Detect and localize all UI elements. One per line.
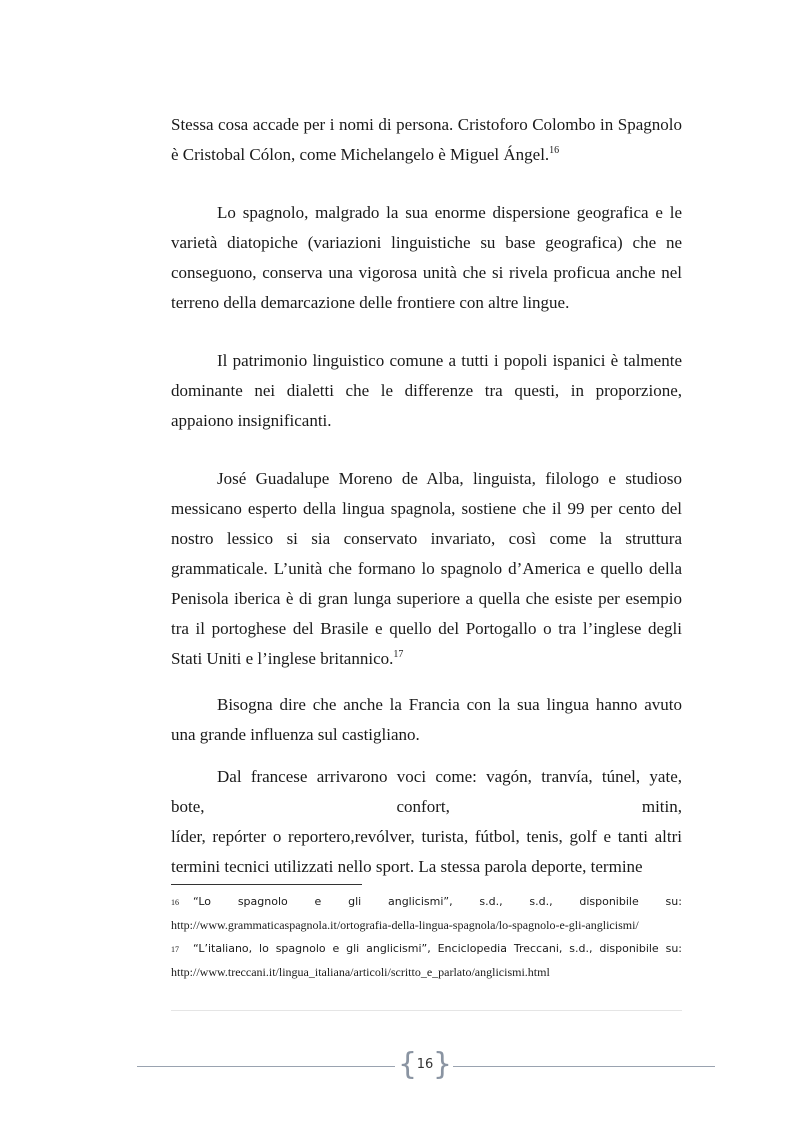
fn-word: gli [348,895,362,908]
footnote-16-url[interactable]: http://www.grammaticaspagnola.it/ortografia-della-lingua-spagnola/lo-spagnolo-e-gli-anglicismi/ [171,918,639,932]
paragraph-text: José Guadalupe Moreno de Alba, linguista, filologo e studioso messicano esperto della lingua spagnola, sostiene che il 99 per cento del nostro lessico si sia conservato invariato, così come la struttura grammaticale. L’unità che formano lo spagnolo d’America e quello della Penisola iberica è di gran lunga superiore a quella che esiste per esempio tra il portoghese del Brasile e quello del Portogallo o tra l’inglese degli Stati Uniti e l’inglese britannico. [171,469,682,668]
paragraph-names [171,110,682,170]
footer-rule-left [137,1066,395,1067]
left-brace-icon: { [398,1047,418,1082]
footnote-17-text: “L’italiano, lo spagnolo e gli anglicismi”, Enciclopedia Treccani, s.d., disponibile su: [193,942,682,955]
word-bote: bote, [171,797,205,816]
word-confort: confort, [396,797,450,816]
fn-word: disponibile [579,895,639,908]
footnote-ref-16[interactable]: 16 [549,145,560,156]
fn-word: s.d., [479,895,503,908]
page-number: 16 [416,1057,434,1072]
footnote-17 [171,937,682,961]
footnote-number: 16 [171,898,179,907]
word-mitin: mitin, [641,797,682,816]
footnote-16-words [193,890,682,913]
footer-rule-right [453,1066,715,1067]
footnote-separator [171,884,362,885]
fn-word: anglicismi”, [387,895,453,908]
right-brace-icon: } [432,1047,452,1082]
footnote-16 [171,890,682,914]
paragraph-french-loans-line3: líder, repórter o reportero,revólver, turista, fútbol, tenis, golf e tanti altri termini tecnici utilizzati nello sport. La stessa parola deporte, termine [171,827,682,876]
paragraph-france-influence: Bisogna dire che anche la Francia con la sua lingua hanno avuto una grande influenza sul castigliano. [171,695,682,744]
paragraph-french-loans-line2 [171,792,682,822]
fn-word: su: [665,895,682,908]
footnote-number: 17 [171,945,179,954]
paragraph-spanish-unity: Lo spagnolo, malgrado la sua enorme dispersione geografica e le varietà diatopiche (variazioni linguistiche su base geografica) che ne conseguono, conserva una vigorosa unità che si rivela proficua anche nel terreno della demarcazione delle frontiere con altre lingue. [171,203,682,312]
fn-word: e [314,895,322,908]
paragraph-moreno-de-alba [171,464,682,674]
footnotes [171,890,682,984]
paragraph-linguistic-heritage: Il patrimonio linguistico comune a tutti i popoli ispanici è talmente dominante nei dialetti che le differenze tra questi, in proporzione, appaiono insignificanti. [171,351,682,430]
fn-word: s.d., [529,895,553,908]
page-number-box [398,1047,452,1082]
main-text [171,110,682,882]
footnote-bottom-divider [171,1010,682,1011]
fn-word: “Lo [193,895,212,908]
paragraph-text: Stessa cosa accade per i nomi di persona. Cristoforo Colombo in Spagnolo è Cristobal Cólon, come Michelangelo è Miguel Ángel. [171,115,682,164]
fn-word: spagnolo [237,895,288,908]
paragraph-french-loans-intro: Dal francese arrivarono voci come: vagón, tranvía, túnel, yate, [217,767,682,786]
footnote-ref-17[interactable]: 17 [393,649,404,660]
footnote-17-url[interactable]: http://www.treccani.it/lingua_italiana/articoli/scritto_e_parlato/anglicismi.html [171,965,550,979]
